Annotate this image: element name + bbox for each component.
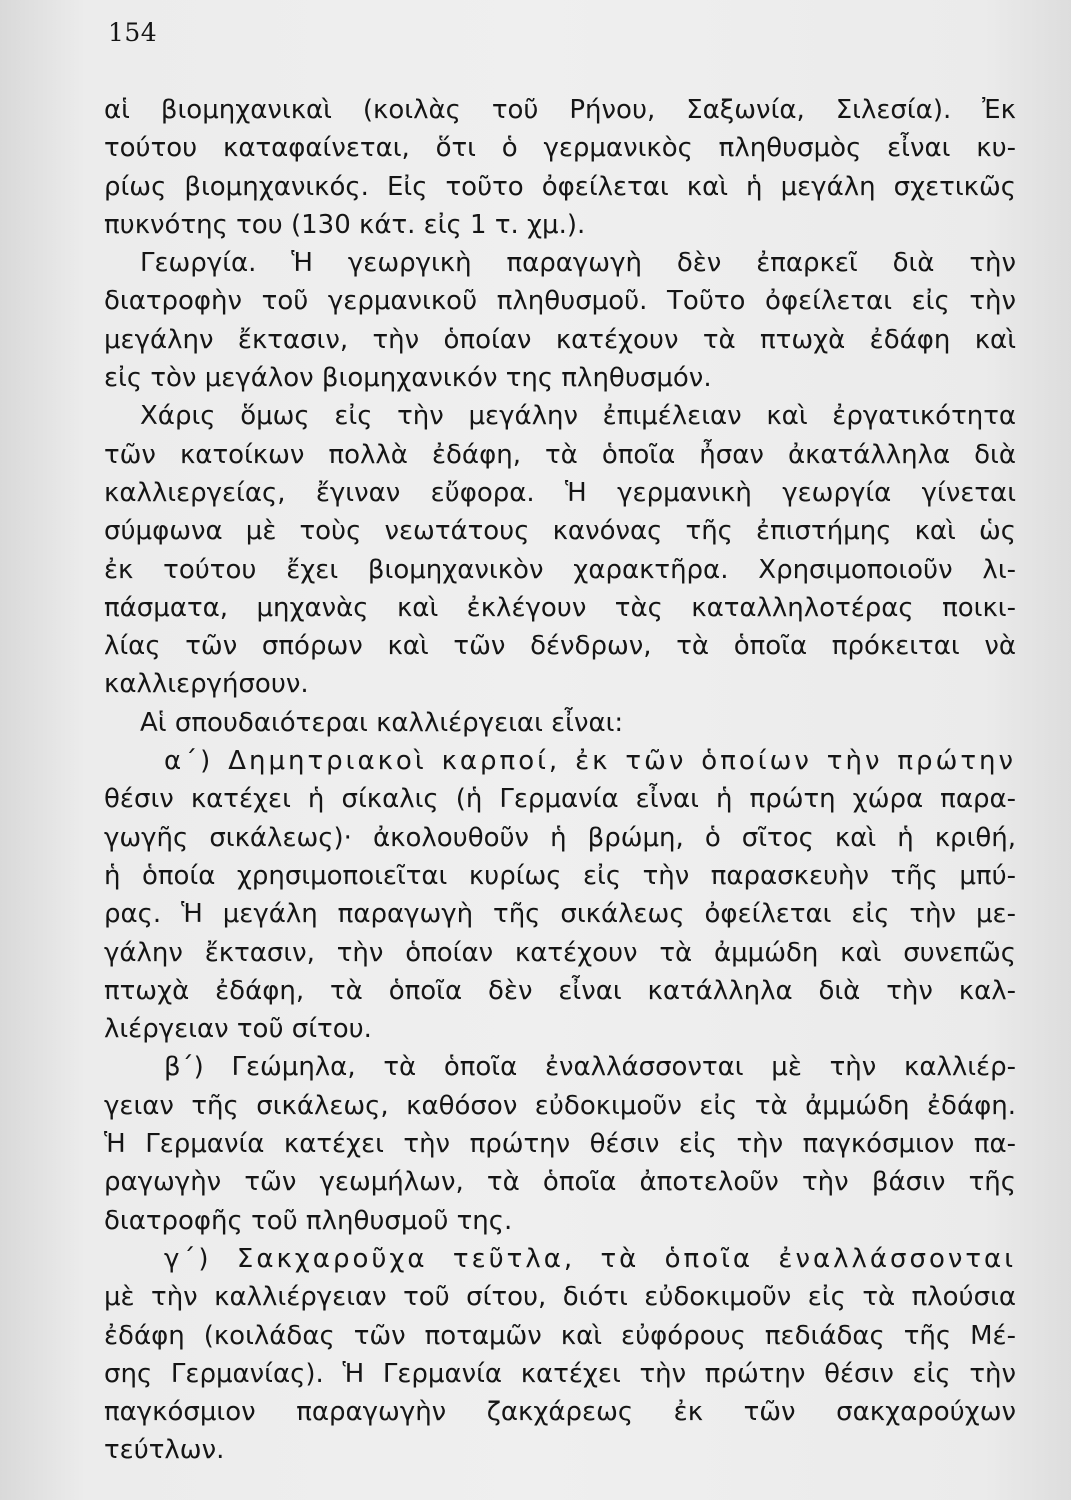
text-line: τῶν κατοίκων πολλὰ ἐδάφη, τὰ ὁποῖα ἦσαν ἀκατάλληλα διὰ	[104, 439, 1016, 470]
text-line: σης Γερμανίας). Ἡ Γερμανία κατέχει τὴν πρώτην θέσιν εἰς τὴν	[104, 1358, 1016, 1389]
text-line: καλλιεργήσουν.	[104, 669, 309, 700]
body-text	[104, 91, 1016, 1470]
text-line: διατροφῆς τοῦ πληθυσμοῦ της.	[104, 1205, 513, 1236]
text-line: ρας. Ἡ μεγάλη παραγωγὴ τῆς σικάλεως ὀφείλεται εἰς τὴν με-	[104, 899, 1016, 930]
text-line: εἰς τὸν μεγάλον βιομηχανικόν της πληθυσμόν.	[104, 363, 712, 394]
text-line: Χάρις ὅμως εἰς τὴν μεγάλην ἐπιμέλειαν καὶ ἐργατικότητα	[140, 401, 1016, 432]
text-line: Γεωργία. Ἡ γεωργικὴ παραγωγὴ δὲν ἐπαρκεῖ διὰ τὴν	[140, 248, 1016, 279]
text-line: ἐδάφη (κοιλάδας τῶν ποταμῶν καὶ εὐφόρους πεδιάδας τῆς Μέ-	[104, 1320, 1016, 1351]
text-line: λιέργειαν τοῦ σίτου.	[104, 1014, 372, 1045]
text-line: διατροφὴν τοῦ γερμανικοῦ πληθυσμοῦ. Τοῦτο ὀφείλεται εἰς τὴν	[104, 286, 1016, 317]
text-line: παγκόσμιον παραγωγὴν ζακχάρεως ἐκ τῶν σακχαρούχων	[104, 1397, 1016, 1428]
text-line: αἱ βιομηχανικαὶ (κοιλὰς τοῦ Ρήνου, Σαξωνία, Σιλεσία). Ἐκ	[104, 95, 1016, 125]
page-number: 154	[108, 18, 158, 47]
text-line: τεύτλων.	[104, 1435, 225, 1466]
text-line: γειαν τῆς σικάλεως, καθόσον εὐδοκιμοῦν εἰς τὰ ἀμμώδη ἐδάφη.	[104, 1090, 1016, 1121]
text-line: γάλην ἔκτασιν, τὴν ὁποίαν κατέχουν τὰ ἀμμώδη καὶ συνεπῶς	[104, 937, 1016, 968]
text-line: καλλιεργείας, ἔγιναν εὔφορα. Ἡ γερμανικὴ γεωργία γίνεται	[104, 477, 1016, 508]
text-line: γ΄) Σακχαροῦχα τεῦτλα, τὰ ὁποῖα ἐναλλάσσονται	[164, 1243, 1016, 1274]
text-line: πτωχὰ ἐδάφη, τὰ ὁποῖα δὲν εἶναι κατάλληλα διὰ τὴν καλ-	[104, 975, 1016, 1006]
text-line: ρίως βιομηχανικός. Εἰς τοῦτο ὀφείλεται καὶ ἡ μεγάλη σχετικῶς	[104, 171, 1016, 202]
text-line: λίας τῶν σπόρων καὶ τῶν δένδρων, τὰ ὁποῖα πρόκειται νὰ	[104, 631, 1016, 662]
text-line: μεγάλην ἔκτασιν, τὴν ὁποίαν κατέχουν τὰ πτωχὰ ἐδάφη καὶ	[104, 324, 1016, 355]
text-line: ραγωγὴν τῶν γεωμήλων, τὰ ὁποῖα ἀποτελοῦν τὴν βάσιν τῆς	[104, 1167, 1016, 1198]
text-line: γωγῆς σικάλεως)· ἀκολουθοῦν ἡ βρώμη, ὁ σῖτος καὶ ἡ κριθή,	[104, 822, 1016, 853]
text-line: Αἱ σπουδαιότεραι καλλιέργειαι εἶναι:	[140, 707, 624, 738]
text-line: α΄) Δημητριακοὶ καρποί, ἐκ τῶν ὁποίων τὴν πρώτην	[164, 746, 1016, 777]
text-line: πάσματα, μηχανὰς καὶ ἐκλέγουν τὰς καταλληλοτέρας ποικι-	[104, 592, 1016, 623]
text-line: β΄) Γεώμηλα, τὰ ὁποῖα ἐναλλάσσονται μὲ τὴν καλλιέρ-	[164, 1052, 1016, 1083]
text-line: μὲ τὴν καλλιέργειαν τοῦ σίτου, διότι εὐδοκιμοῦν εἰς τὰ πλούσια	[104, 1282, 1016, 1313]
text-line: θέσιν κατέχει ἡ σίκαλις (ἡ Γερμανία εἶναι ἡ πρώτη χώρα παρα-	[104, 784, 1016, 815]
text-line: ἐκ τούτου ἔχει βιομηχανικὸν χαρακτῆρα. Χρησιμοποιοῦν λι-	[104, 554, 1016, 585]
text-line: τούτου καταφαίνεται, ὅτι ὁ γερμανικὸς πληθυσμὸς εἶναι κυ-	[104, 133, 1016, 164]
text-line: ἡ ὁποία χρησιμοποιεῖται κυρίως εἰς τὴν παρασκευὴν τῆς μπύ-	[104, 860, 1016, 891]
text-line: πυκνότης του (130 κάτ. εἰς 1 τ. χμ.).	[104, 209, 586, 240]
text-line: Ἡ Γερμανία κατέχει τὴν πρώτην θέσιν εἰς τὴν παγκόσμιον πα-	[104, 1129, 1016, 1160]
text-line: σύμφωνα μὲ τοὺς νεωτάτους κανόνας τῆς ἐπιστήμης καὶ ὡς	[104, 516, 1016, 547]
